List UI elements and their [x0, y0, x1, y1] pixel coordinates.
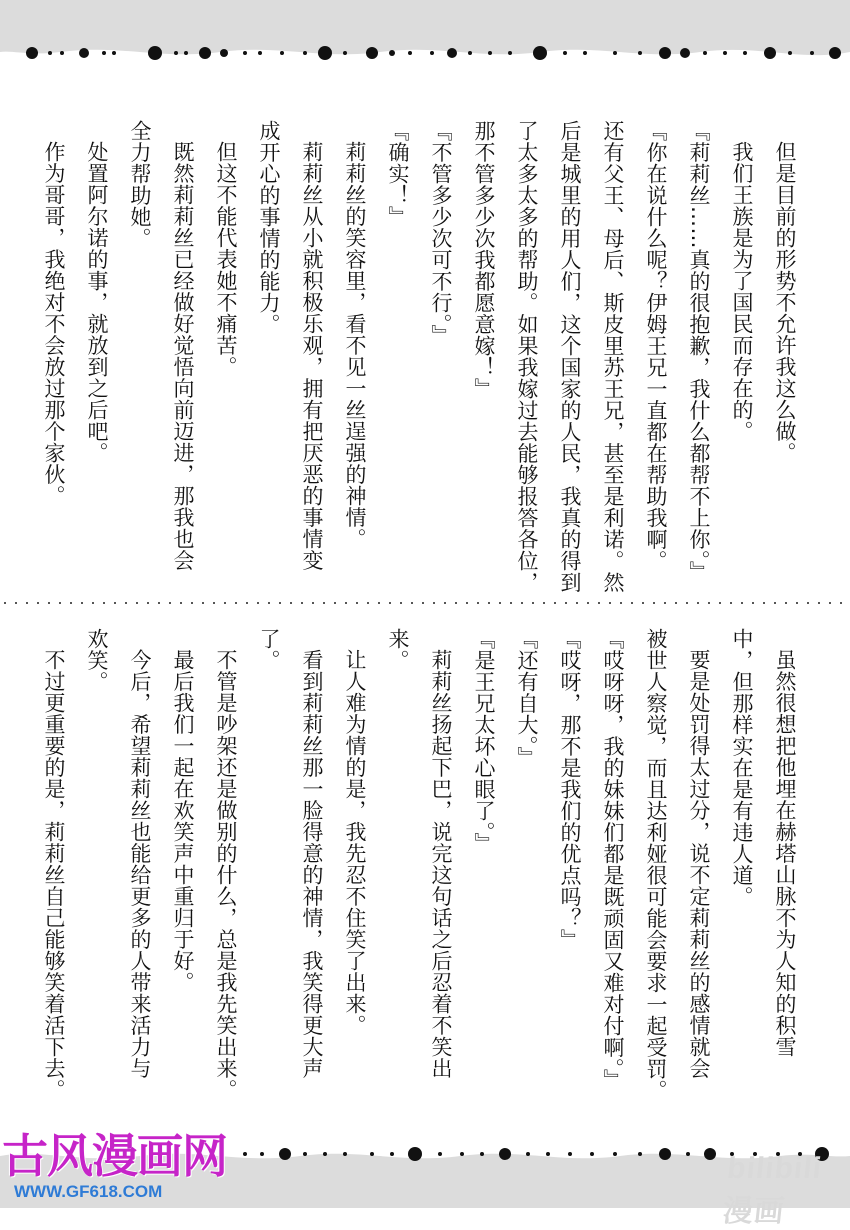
text-column: 『哎呀呀，我的妹妹们都是既顽固又难对付啊。』 — [601, 628, 625, 1091]
site-logo[interactable] — [2, 1130, 227, 1202]
text-column: 处置阿尔诺的事，就放到之后吧。 — [85, 141, 109, 464]
logo-url[interactable]: WWW.GF618.COM — [14, 1182, 163, 1201]
text-column: 看到莉莉丝那一脸得意的神情，我笑得更大声 — [300, 649, 324, 1079]
text-column: 但这不能代表她不痛苦。 — [214, 141, 238, 378]
text-column: 被世人察觉，而且达利娅很可能会要求一起受罚。 — [644, 628, 668, 1101]
bilibili-watermark: bilibili漫画 — [721, 1152, 824, 1228]
text-column: 虽然很想把他埋在赫塔山脉不为人知的积雪 — [773, 649, 797, 1058]
text-column: 但是目前的形势不允许我这么做。 — [773, 141, 797, 464]
text-column: 作为哥哥，我绝对不会放过那个家伙。 — [42, 141, 66, 507]
text-column: 『是王兄太坏心眼了。』 — [472, 628, 496, 854]
text-column: 还有父王、母后、斯皮里苏王兄，甚至是利诺。然 — [601, 120, 625, 593]
text-column: 那不管多少次我都愿意嫁！』 — [472, 120, 496, 400]
text-column: 今后，希望莉莉丝也能给更多的人带来活力与 — [128, 649, 152, 1079]
text-column: 了太多太多的帮助。如果我嫁过去能够报答各位， — [515, 120, 539, 593]
text-column: 不管是吵架还是做别的什么，总是我先笑出来。 — [214, 649, 238, 1101]
text-column: 让人难为情的是，我先忍不住笑了出来。 — [343, 649, 367, 1036]
top-decorative-border — [0, 0, 850, 80]
text-column: 成开心的事情的能力。 — [257, 120, 281, 335]
top-text-block — [32, 120, 806, 593]
text-column: 中，但那样实在是有违人道。 — [730, 628, 754, 908]
text-column: 『确实！』 — [386, 120, 410, 228]
text-column: 欢笑。 — [85, 628, 109, 693]
text-column: 『你在说什么呢？伊姆王兄一直都在帮助我啊。 — [644, 120, 668, 572]
text-column: 来。 — [386, 628, 410, 671]
text-column: 莉莉丝的笑容里，看不见一丝逞强的神情。 — [343, 141, 367, 550]
text-column: 要是处罚得太过分，说不定莉莉丝的感情就会 — [687, 649, 711, 1079]
text-column: 莉莉丝扬起下巴，说完这句话之后忍着不笑出 — [429, 649, 453, 1079]
dotted-divider — [0, 601, 850, 605]
text-column: 不过更重要的是，莉莉丝自己能够笑着活下去。 — [42, 649, 66, 1101]
text-column: 莉莉丝从小就积极乐观，拥有把厌恶的事情变 — [300, 141, 324, 571]
text-column: 最后我们一起在欢笑声中重归于好。 — [171, 649, 195, 993]
text-column: 全力帮助她。 — [128, 120, 152, 249]
bottom-text-block — [32, 628, 806, 1101]
text-column: 了。 — [257, 628, 281, 671]
text-column: 我们王族是为了国民而存在的。 — [730, 141, 754, 442]
text-column: 『莉莉丝……真的很抱歉，我什么都帮不上你。』 — [687, 120, 711, 583]
text-column: 『哎呀，那不是我们的优点吗？』 — [558, 628, 582, 951]
text-column: 『还有自大。』 — [515, 628, 539, 768]
text-column: 『不管多少次可不行。』 — [429, 120, 453, 346]
text-column: 既然莉莉丝已经做好觉悟向前迈进，那我也会 — [171, 141, 195, 571]
text-column: 后是城里的用人们，这个国家的人民，我真的得到 — [558, 120, 582, 593]
logo-title: 古风漫画网 — [2, 1129, 227, 1183]
